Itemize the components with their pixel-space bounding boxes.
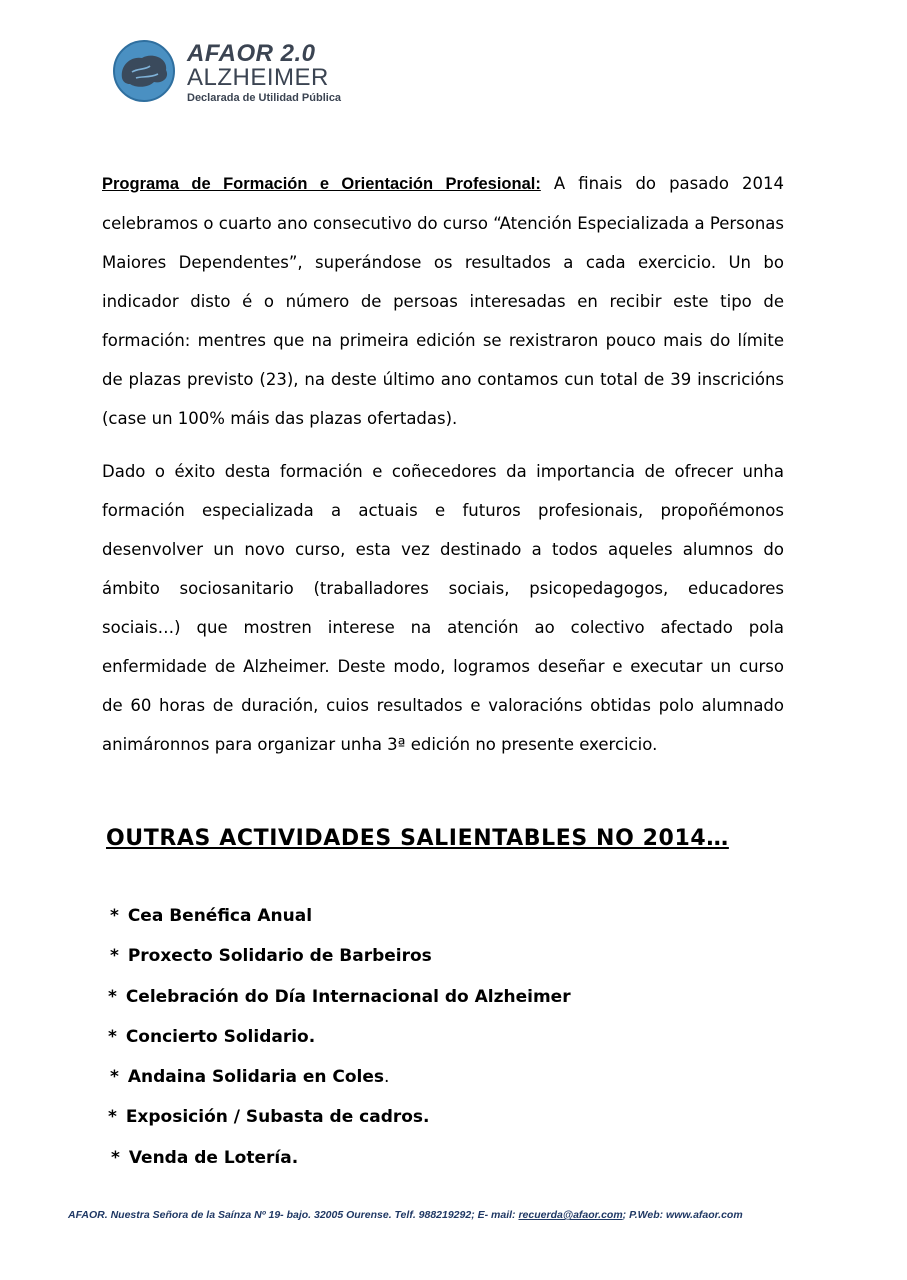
list-item [108, 981, 571, 1021]
activities-list [108, 900, 571, 1182]
paragraph-new-course: Dado o éxito desta formación e coñecedores da importancia de ofrecer unha formación especializada a actuais e futuros profesionais, propoñémonos desenvolver un novo curso, esta vez destinado a todos aqueles alumnos do ámbito sociosanitario (traballadores sociais, psicopedagogos, educadores sociais…) que mostren interese na atención ao colectivo afectado pola enfermidade de Alzheimer. Deste modo, logramos deseñar e executar un curso de 60 horas de duración, cuios resultados e valoracións obtidas polo alumnado animáronnos para organizar unha 3ª edición no presente exercicio. [102, 462, 784, 754]
paragraph-body: A finais do pasado 2014 celebramos o cuarto ano consecutivo do curso “Atención Especializada a Personas Maiores Dependentes”, superándose os resultados a cada exercicio. Un bo indicador disto é o número de persoas interesadas en recibir este tipo de formación: mentres que na primeira edición se rexistraron pouco mais do límite de plazas previsto (23), na deste último ano contamos cun total de 39 inscricións (case un 100% máis das plazas ofertadas). [102, 174, 784, 428]
list-bullet: * [108, 1026, 117, 1047]
footer-email-link[interactable]: recuerda@afaor.com [518, 1209, 623, 1221]
page-footer [68, 1209, 743, 1221]
list-item-label: Exposición / Subasta de cadros. [125, 1107, 430, 1128]
list-item [111, 1142, 574, 1182]
list-item-label: Cea Benéfica Anual [127, 906, 313, 926]
list-bullet: * [110, 946, 119, 967]
list-item-label: Andaina Solidaria en Coles [127, 1067, 385, 1088]
list-bullet: * [108, 986, 117, 1007]
list-item [110, 940, 573, 980]
list-item [110, 1061, 573, 1101]
list-bullet: * [110, 1067, 119, 1088]
footer-address: AFAOR. Nuestra Señora de la Saínza Nº 19- bajo. 32005 Ourense. Telf. 988219292; E- mail: [68, 1209, 519, 1221]
logo-tagline: Declarada de Utilidad Pública [187, 92, 342, 104]
list-item [108, 1101, 571, 1141]
paragraph-lead-title: Programa de Formación e Orientación Profesional: [102, 175, 541, 193]
list-bullet: * [110, 906, 119, 926]
list-item-label: Concierto Solidario. [125, 1026, 316, 1047]
list-item [110, 900, 573, 940]
afaor-logo [112, 30, 352, 112]
list-item-label: Proxecto Solidario de Barbeiros [127, 946, 432, 967]
paragraph-training-program [102, 164, 784, 438]
footer-web: ; P.Web: www.afaor.com [622, 1209, 743, 1221]
brain-logo-icon [112, 38, 176, 104]
list-item-label: Celebración do Día Internacional do Alzheimer [125, 986, 571, 1007]
list-item-label: Venda de Lotería. [128, 1147, 299, 1168]
list-item [108, 1021, 571, 1061]
section-heading: OUTRAS ACTIVIDADES SALIENTABLES NO 2014… [106, 826, 729, 851]
logo-subtitle: ALZHEIMER [187, 64, 329, 91]
logo-title: AFAOR 2.0 [187, 40, 316, 67]
list-bullet: * [111, 1147, 120, 1168]
list-bullet: * [108, 1107, 117, 1128]
list-item-tail: . [384, 1067, 390, 1088]
